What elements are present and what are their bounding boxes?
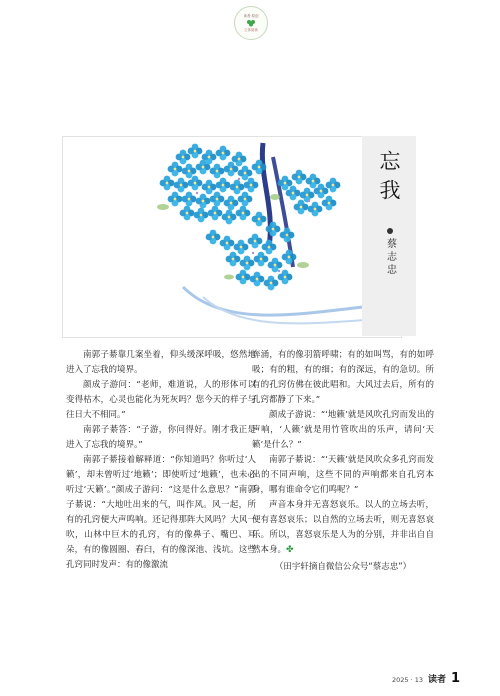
author-dot-icon bbox=[387, 228, 393, 234]
left-column bbox=[66, 348, 256, 573]
article-title: 忘我 bbox=[377, 150, 401, 208]
page-number: 1 bbox=[451, 671, 461, 686]
hero-illustration bbox=[62, 136, 402, 338]
badge-top-text: 读者·原创 bbox=[243, 14, 259, 18]
paragraph-text: 声音本身并无喜怒哀乐。以人的立场去听，便有喜怒哀乐；以自然的立场去听，则无喜怒哀乐。所以，喜怒哀乐是人为的分别，并非出自自然本身。 bbox=[252, 500, 434, 555]
article-author: 蔡志忠 bbox=[384, 238, 396, 277]
paragraph: 颜成子游问：“老师，难道说，人的形体可以变得枯木，心灵也能化为死灰吗？您今天的样子与往日大不相同。” bbox=[66, 380, 256, 420]
issue-number: 2025 · 13 bbox=[392, 676, 424, 684]
hydrangea-illustration bbox=[63, 137, 401, 337]
paragraph: 颜成子游说：“‘地籁’就是风吹孔窍而发出的声响，‘人籁’就是用竹管吹出的乐声，请问‘天籁’是什么？” bbox=[252, 410, 434, 450]
paragraph-continued: 奔涌，有的像羽箭呼啸；有的如叫骂，有的如呼吸；有的粗，有的细；有的深远，有的急切。所有的孔窍仿佛在彼此唱和。大风过去后，所有的孔窍都静了下来。” bbox=[252, 350, 434, 405]
page-footer bbox=[392, 671, 460, 685]
right-column bbox=[252, 348, 434, 575]
badge-bottom-text: 立体阅读 bbox=[244, 28, 258, 32]
paragraph: 南郭子綦靠几案坐着，仰头缓深呼吸，悠然地进入了忘我的境界。 bbox=[66, 350, 256, 375]
author-block bbox=[381, 228, 399, 277]
clover-icon bbox=[246, 19, 256, 27]
brand-badge bbox=[234, 6, 268, 40]
source-credit: （田宇轩摘自微信公众号“蔡志忠”） bbox=[274, 562, 412, 572]
end-mark-icon: ✤ bbox=[286, 545, 294, 555]
magazine-name: 读者 bbox=[428, 675, 447, 685]
paragraph: 南郭子綦说：“‘天籁’就是风吹众多孔窍而发出的不同声响，这些不同的声响都来自孔窍本身，哪有谁命令它们鸣呢？” bbox=[252, 455, 434, 495]
paragraph bbox=[252, 498, 434, 558]
title-panel bbox=[362, 136, 416, 336]
paragraph: 南郭子綦接着解释道：“你知道吗？你听过‘人籁’，却未曾听过‘地籁’；即使听过‘地籁’，也未必听过‘天籁’。”颜成子游问：“这是什么意思？”南郭子綦说：“大地吐出来的气，叫作风。风一起，所有的孔窍便大声鸣响。还记得那阵大风吗？大风一吹，山林中巨木的孔窍，有的像鼻子、嘴巴、耳朵，有的像圆圈、舂臼，有的像深池、浅坑。这些孔窍同时发声：有的像激流 bbox=[66, 455, 256, 570]
paragraph: 南郭子綦答：“子游，你问得好。刚才我正是进入了忘我的境界。” bbox=[66, 425, 256, 450]
